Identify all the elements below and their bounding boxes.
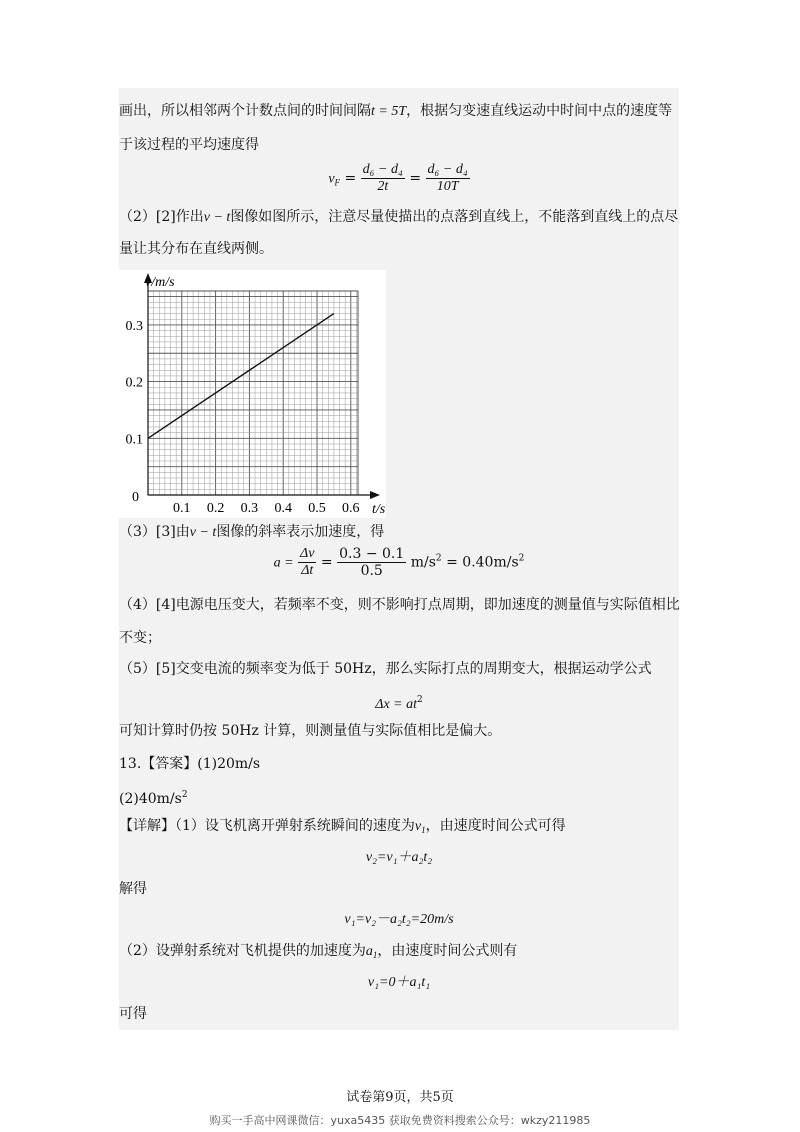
vt-graph — [119, 270, 386, 518]
eq2-fraction-1: $\frac{\Delta v}{\Delta t}$ — [300, 546, 315, 578]
x-tick-label: 0.5 — [308, 501, 326, 516]
page-footer: 试卷第9页，共5页 — [346, 1090, 454, 1105]
eq1-fraction-1: $\frac{\text{d₆ − d₄}}{2t}$ — [362, 162, 403, 194]
x-tick-label: 0.4 — [274, 501, 292, 516]
para5-line1: （5）[5]交变电流的频率变为低于 50Hz，那么实际打点的周期变大，根据运动学公式 — [119, 661, 652, 677]
y-tick-label: 0.1 — [125, 432, 143, 448]
formula-v-t-2: v − t — [189, 525, 217, 540]
para1-line1 — [119, 101, 679, 122]
equation-delta-x: $\Delta x = at^2$ — [375, 695, 423, 712]
para3-line: （3）[3]由v − t图像的斜率表示加速度，得 — [119, 524, 385, 540]
para4-line1: （4）[4]电源电压变大，若频率不变，则不影响打点周期，即加速度的测量值与实际值相比 — [119, 597, 680, 613]
x-tick-label: 0.1 — [173, 501, 191, 516]
para1-text-b: ，根据匀变速直线运动中时间中点的速度等 — [406, 103, 673, 119]
eq1-lhs-sub: F — [334, 177, 341, 188]
x-tick-label: 0.3 — [240, 501, 259, 516]
para4-line2: 不变； — [119, 630, 161, 646]
equation-v1-result: v₁=v₂－a₂t₂=20m/s — [344, 912, 454, 927]
formula-t-5T: t = 5T — [371, 104, 407, 119]
origin-label: 0 — [132, 490, 139, 505]
para2-line1: （2）[2]作出v − t图像如图所示，注意尽量使描出的点落到直线上，不能落到直线上的点尽 — [119, 209, 679, 225]
equation-v1-a1t1: v₁=0＋a₁t₁ — [367, 975, 431, 990]
equation-v2: v₂=v₁＋a₂t₂ — [365, 850, 433, 865]
para6-line1: 可知计算时仍按 50Hz 计算，则测量值与实际值相比是偏大。 — [119, 723, 502, 739]
detail-kede: 可得 — [119, 1006, 147, 1022]
promo-footer: 购买一手高中网课微信：yuxa5435 获取免费资料搜索公众号：wkzy211985 — [209, 1114, 591, 1127]
equation-acceleration: a = $\frac{\Delta v}{\Delta t}$ = $\frac{0.3 - 0.1}{0.5}$ $m/s^2 = 0.40m/s^2$ — [273, 546, 525, 579]
x-tick-label: 0.2 — [206, 501, 225, 516]
detail-line1: 【详解】（1）设飞机离开弹射系统瞬间的速度为$v_1$，由速度时间公式可得 — [119, 818, 566, 835]
eq2-fraction-2: $\frac{0.3 - 0.1}{0.5}$ — [339, 546, 405, 579]
detail-line2: （2）设弹射系统对飞机提供的加速度为$a_1$，由速度时间公式则有 — [119, 943, 518, 960]
detail-jiede: 解得 — [119, 881, 147, 897]
x-axis-label: t/s — [372, 502, 386, 517]
answer13-line2: $(2)40m/s^2$ — [119, 790, 188, 807]
y-tick-label: 0.3 — [125, 318, 143, 334]
eq1-lhs: v — [328, 171, 335, 187]
y-axis-label: v/m/s — [145, 275, 175, 290]
para1-line2: 于该过程的平均速度得 — [119, 137, 259, 153]
equation-vF: $v_F$ = $\frac{\text{d₆ − d₄}}{2t}$ = $\frac{\text{d₆ − d₄}}{10T}$ — [328, 162, 468, 194]
vt-graph-svg — [119, 270, 386, 518]
para1-text-a: 画出，所以相邻两个计数点间的时间间隔 — [119, 103, 371, 119]
para2-line2: 量让其分布在直线两侧。 — [119, 241, 273, 257]
x-tick-label: 0.6 — [342, 501, 360, 516]
x-axis-arrow — [370, 491, 380, 499]
document-page — [119, 88, 679, 1030]
formula-v-t: v − t — [203, 210, 231, 225]
y-tick-label: 0.2 — [125, 375, 143, 391]
eq1-fraction-2: $\frac{\text{d₆ − d₄}}{10T}$ — [427, 162, 468, 194]
answer13-line1: 13.【答案】(1)20m/s — [119, 756, 261, 772]
